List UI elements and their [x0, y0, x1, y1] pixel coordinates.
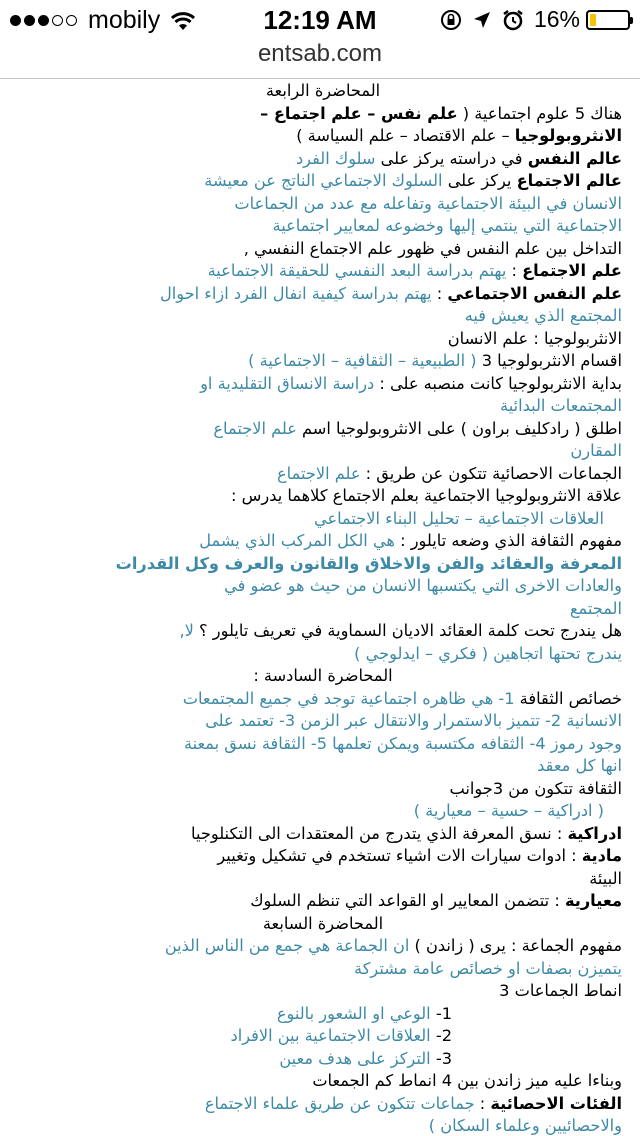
doc-line: [24, 418, 622, 441]
doc-line: [24, 598, 622, 621]
doc-text: الوعي او الشعور بالنوع: [276, 1003, 431, 1023]
doc-text: المجتمعات البدائية: [500, 396, 622, 415]
doc-line: [24, 890, 622, 913]
doc-text: :: [431, 283, 448, 303]
doc-text: الاجتماعية التي ينتمي إليها وخضوعه لمعايير اجتماعية: [272, 216, 622, 235]
doc-text: هي الكل المركب الذي يشمل: [199, 531, 395, 550]
doc-text: مادية: [581, 846, 622, 865]
doc-line: [24, 710, 622, 733]
doc-text: والاحصائيين وعلماء السكان ): [428, 1116, 622, 1135]
doc-text: التركز على هدف معين: [279, 1048, 431, 1068]
doc-line: [24, 1070, 622, 1093]
doc-line: [24, 575, 622, 598]
doc-list-item: [24, 1025, 622, 1048]
doc-line: [24, 373, 622, 396]
doc-line: [24, 913, 622, 936]
doc-text: التداخل بين علم النفس في ظهور علم الاجتماع النفسي ,: [243, 238, 622, 258]
address-bar-divider: [0, 78, 640, 79]
doc-text: بداية الانثربولوجيا كانت منصبه على :: [374, 373, 622, 393]
doc-text: جماعات تتكون عن طريق علماء الاجتماع: [204, 1093, 475, 1113]
doc-text: البيئة: [589, 868, 622, 888]
doc-line: [24, 125, 622, 148]
doc-text: انها كل معقد: [537, 756, 622, 775]
doc-line: [24, 643, 622, 666]
doc-list-item: [24, 1048, 622, 1071]
document-body: [24, 80, 622, 1136]
doc-text: معيارية: [564, 891, 622, 910]
doc-text: يتميزن بصفات او خصائص عامة مشتركة: [354, 958, 622, 978]
doc-text: 2-: [430, 1026, 452, 1045]
battery-icon: [586, 10, 630, 30]
doc-text: ادراكية: [567, 823, 622, 843]
doc-line: [24, 733, 622, 756]
doc-line: [24, 170, 622, 193]
doc-text: العلاقات الاجتماعية – تحليل البناء الاجتماعي: [313, 508, 604, 528]
doc-line: [24, 688, 622, 711]
doc-line: [24, 485, 622, 508]
doc-text: ( ادراكية – حسية – معيارية ): [413, 801, 604, 820]
doc-text: علم الاجتماع: [277, 463, 361, 483]
lock-rotation-icon: [440, 9, 462, 31]
alarm-icon: [502, 9, 524, 31]
doc-text: هناك 5 علوم اجتماعية (: [457, 103, 622, 123]
doc-text: : نسق المعرفة الذي يتدرج من المعتقدات الى التكنلوجيا: [191, 823, 568, 843]
doc-list-item: [24, 1003, 622, 1026]
doc-text: الانسان في البيئة الاجتماعية وتفاعله مع عدد من الجماعات: [234, 193, 622, 213]
doc-text: المعرفة والعقائد والفن والاخلاق والقانون والعرف وكل القدرات: [115, 553, 622, 573]
doc-text: يهتم بدراسة البعد النفسي للحقيقة الاجتماعية: [207, 261, 507, 280]
doc-text: 1- هي ظاهره اجتماعية توجد في جميع المجتمعات: [182, 688, 515, 708]
doc-line: [24, 238, 622, 261]
doc-line: [24, 530, 622, 553]
doc-text: الانثربولوجيا : علم الانسان: [447, 328, 622, 348]
doc-text: مفهوم الثقافة الذي وضعه تايلور :: [394, 531, 622, 550]
doc-text: دراسة الانساق التقليدية او: [200, 373, 375, 393]
doc-text: علم النفس الاجتماعي: [447, 283, 622, 303]
doc-text: الجماعات الاحصائية تتكون عن طريق :: [360, 463, 622, 483]
doc-text: المحاضرة السادسة :: [253, 666, 393, 685]
doc-line: [24, 283, 622, 306]
doc-text: : تتضمن المعايير او القواعد التي تنظم السلوك: [250, 891, 565, 910]
doc-line: [24, 665, 622, 688]
doc-text: المحاضرة الرابعة: [265, 81, 381, 100]
doc-text: وبناءا عليه ميز زاندن بين 4 انماط كم الجمعات: [312, 1071, 622, 1090]
doc-text: المحاضرة السابعة: [262, 913, 384, 933]
battery-level: [590, 14, 596, 26]
doc-text: انماط الجماعات 3: [499, 981, 622, 1000]
doc-text: في دراسته يركز على: [375, 148, 528, 168]
doc-line: [24, 260, 622, 283]
doc-text: المقارن: [570, 441, 622, 460]
status-bar: [0, 0, 640, 40]
status-time: 12:19 AM: [263, 5, 377, 35]
doc-text: لا,: [179, 621, 194, 640]
doc-line: [24, 1115, 622, 1136]
doc-text: الانثروبولوجيا: [514, 126, 622, 145]
battery-percent: 16%: [533, 6, 580, 32]
doc-text: عالم النفس: [527, 148, 622, 168]
doc-text: الفئات الاحصائية: [490, 1093, 622, 1113]
doc-text: 1-: [430, 1003, 452, 1023]
doc-text: العلاقات الاجتماعية بين الافراد: [230, 1026, 431, 1045]
doc-line: [24, 620, 622, 643]
doc-text: الانسانية 2- تتميز بالاستمرار والانتقال عبر الزمن 3- تعتمد على: [205, 711, 622, 730]
doc-line: [24, 103, 622, 126]
doc-text: ان الجماعة هي جمع من الناس الذين: [164, 936, 410, 955]
doc-text: خصائص الثقافة: [514, 688, 622, 708]
status-right: [430, 6, 630, 33]
doc-line: [24, 328, 622, 351]
doc-text: المجتمع الذي يعيش فيه: [464, 306, 622, 325]
doc-line: [24, 395, 622, 418]
carrier-name: mobily: [88, 6, 161, 34]
doc-text: علم الاجتماع: [522, 261, 622, 280]
doc-text: هل يندرج تحت كلمة العقائد الاديان السماوية في تعريف تايلور ؟: [193, 621, 622, 640]
doc-text: والعادات الاخرى التي يكتسبها الانسان من حيث هو عضو في: [224, 576, 622, 595]
doc-text: :: [474, 1093, 491, 1113]
doc-line: [24, 800, 622, 823]
doc-line: [24, 215, 622, 238]
doc-text: يهتم بدراسة كيفية انفال الفرد ازاء احوال: [160, 283, 432, 303]
doc-line: [24, 193, 622, 216]
doc-text: – علم الاقتصاد – علم السياسة ): [296, 126, 515, 145]
doc-text: يندرج تحتها اتجاهين ( فكري – ايدلوجي ): [354, 643, 622, 663]
address-bar-url[interactable]: entsab.com: [257, 40, 383, 67]
doc-line: [24, 1093, 622, 1116]
doc-line: [24, 935, 622, 958]
doc-text: مفهوم الجماعة : يرى ( زاندن ): [409, 936, 622, 955]
doc-text: يركز على: [442, 171, 517, 190]
doc-line: [24, 80, 622, 103]
doc-line: [24, 845, 622, 868]
doc-text: 3-: [430, 1048, 452, 1068]
doc-line: [24, 755, 622, 778]
doc-text: اقسام الانثربولوجيا 3: [476, 351, 622, 370]
location-arrow-icon: [472, 10, 492, 30]
doc-line: [24, 980, 622, 1003]
doc-text: وجود رموز 4- الثقافه مكتسبة ويمكن تعلمها 5- الثقافة نسق بمعنة: [183, 733, 622, 753]
doc-text: : ادوات سيارات الات اشياء تستخدم في تشكيل وتغيير: [217, 846, 582, 865]
doc-text: علم الاجتماع: [213, 418, 297, 438]
doc-text: علاقة الانثروبولوجيا الاجتماعية بعلم الاجتماع كلاهما يدرس :: [231, 486, 622, 505]
doc-line: [24, 553, 622, 576]
doc-line: [24, 868, 622, 891]
doc-line: [24, 778, 622, 801]
doc-line: [24, 148, 622, 171]
doc-text: سلوك الفرد: [295, 148, 376, 168]
doc-text: المجتمع: [569, 598, 622, 618]
doc-text: عالم الاجتماع: [516, 171, 622, 190]
doc-line: [24, 958, 622, 981]
doc-text: علم نفس – علم اجتماع –: [260, 103, 458, 123]
doc-text: السلوك الاجتماعي الناتج عن معيشة: [204, 171, 443, 190]
doc-line: [24, 440, 622, 463]
doc-line: [24, 305, 622, 328]
doc-text: :: [506, 261, 523, 280]
doc-line: [24, 823, 622, 846]
doc-text: الثقافة تتكون من 3جوانب: [449, 778, 622, 798]
doc-line: [24, 463, 622, 486]
doc-text: ( الطبيعية – الثقافية – الاجتماعية ): [248, 351, 477, 370]
doc-line: [24, 350, 622, 373]
doc-text: اطلق ( رادكليف براون ) على الانثروبولوجيا اسم: [296, 418, 622, 438]
doc-line: [24, 508, 622, 531]
